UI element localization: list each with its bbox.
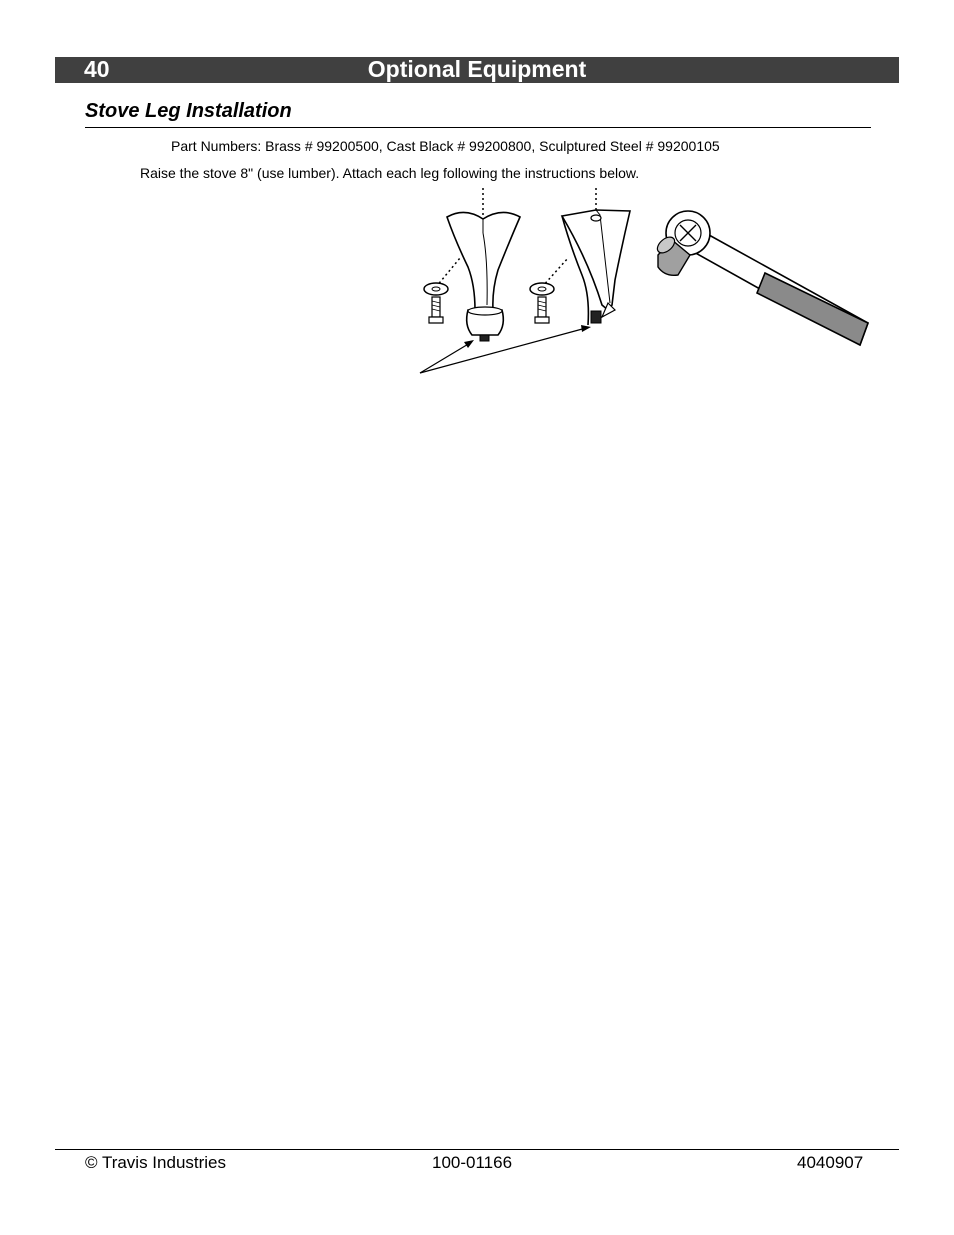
footer-document-number: 100-01166 bbox=[432, 1153, 513, 1172]
instructions-text: Raise the stove 8" (use lumber). Attach each leg following the instructions below. bbox=[140, 165, 640, 181]
footer-divider bbox=[55, 1149, 899, 1150]
section-title: Optional Equipment bbox=[367, 56, 587, 82]
sculptured-steel-leg-icon bbox=[562, 210, 630, 325]
footer-revision-code: 4040907 bbox=[797, 1153, 864, 1172]
washer-icon bbox=[424, 283, 448, 295]
part-numbers-text: Part Numbers: Brass # 99200500, Cast Black # 99200800, Sculptured Steel # 99200105 bbox=[171, 138, 720, 154]
subsection-title: Stove Leg Installation bbox=[85, 100, 292, 122]
brass-leg-icon bbox=[447, 212, 520, 341]
bolt-icon bbox=[535, 297, 549, 323]
stove-leg-illustration bbox=[410, 185, 880, 380]
bolt-icon bbox=[429, 297, 443, 323]
page-number: 40 bbox=[84, 56, 110, 82]
page-header-bar bbox=[55, 57, 899, 83]
subsection-divider bbox=[85, 127, 871, 128]
footer-copyright: © Travis Industries bbox=[85, 1153, 227, 1172]
ratchet-wrench-icon bbox=[654, 211, 868, 345]
pointer-arrow-icon bbox=[420, 325, 591, 373]
washer-icon bbox=[530, 283, 554, 295]
